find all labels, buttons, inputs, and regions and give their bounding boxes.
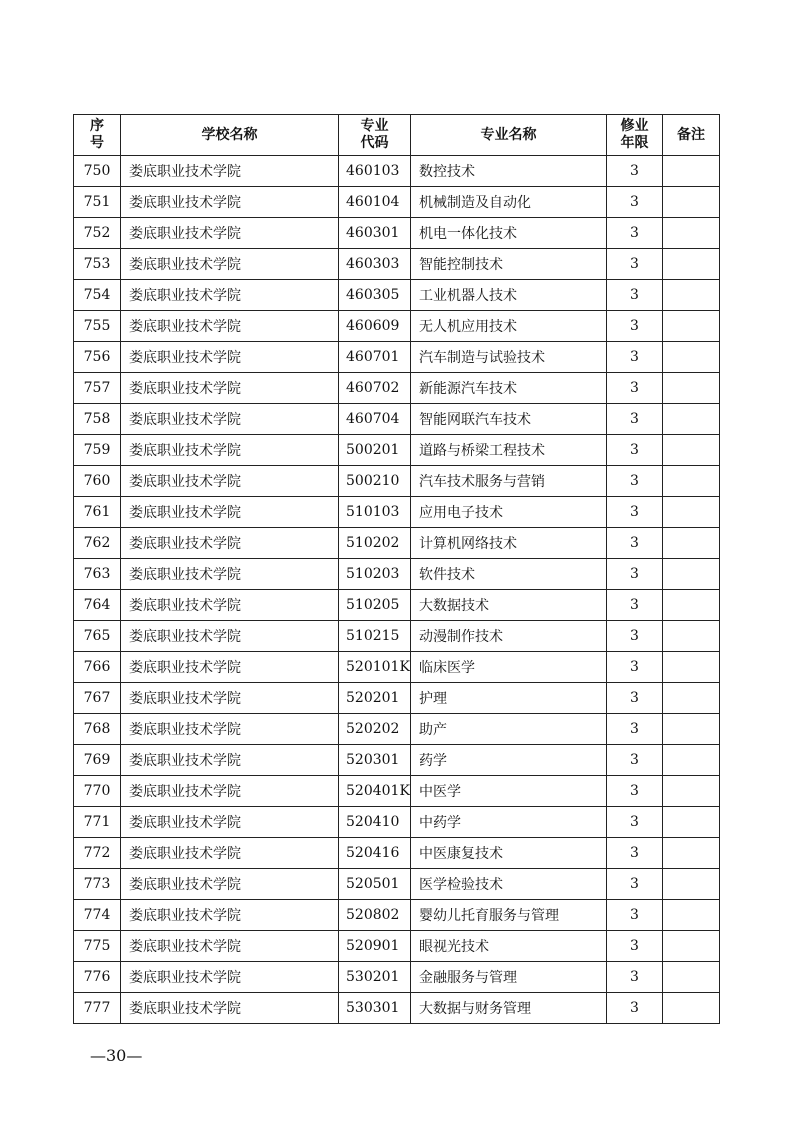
cell-years: 3: [607, 807, 663, 838]
header-major: 专业名称: [411, 115, 607, 156]
cell-no: 765: [74, 621, 121, 652]
cell-years: 3: [607, 311, 663, 342]
cell-years: 3: [607, 931, 663, 962]
table-row: [74, 838, 720, 869]
table-row: [74, 156, 720, 187]
table-row: [74, 187, 720, 218]
cell-major: 智能控制技术: [411, 249, 607, 280]
cell-school: 娄底职业技术学院: [121, 528, 339, 559]
cell-remarks: [663, 962, 720, 993]
table-row: [74, 869, 720, 900]
cell-major: 金融服务与管理: [411, 962, 607, 993]
header-no: [74, 115, 121, 156]
cell-no: 759: [74, 435, 121, 466]
cell-no: 775: [74, 931, 121, 962]
cell-code: 520501: [339, 869, 411, 900]
cell-code: 500210: [339, 466, 411, 497]
cell-major: 智能网联汽车技术: [411, 404, 607, 435]
cell-remarks: [663, 900, 720, 931]
cell-code: 460301: [339, 218, 411, 249]
cell-code: 460104: [339, 187, 411, 218]
cell-remarks: [663, 621, 720, 652]
cell-years: 3: [607, 466, 663, 497]
cell-years: 3: [607, 187, 663, 218]
cell-school: 娄底职业技术学院: [121, 962, 339, 993]
cell-major: 工业机器人技术: [411, 280, 607, 311]
cell-code: 520401K: [339, 776, 411, 807]
table-row: [74, 528, 720, 559]
cell-code: 510205: [339, 590, 411, 621]
cell-remarks: [663, 497, 720, 528]
cell-code: 500201: [339, 435, 411, 466]
table-row: [74, 962, 720, 993]
cell-code: 460702: [339, 373, 411, 404]
cell-remarks: [663, 156, 720, 187]
cell-no: 773: [74, 869, 121, 900]
cell-no: 776: [74, 962, 121, 993]
table-row: [74, 745, 720, 776]
cell-remarks: [663, 931, 720, 962]
cell-no: 763: [74, 559, 121, 590]
cell-years: 3: [607, 218, 663, 249]
cell-code: 510203: [339, 559, 411, 590]
cell-years: 3: [607, 373, 663, 404]
cell-code: 460305: [339, 280, 411, 311]
cell-major: 动漫制作技术: [411, 621, 607, 652]
cell-code: 520410: [339, 807, 411, 838]
cell-code: 520301: [339, 745, 411, 776]
cell-code: 520101K: [339, 652, 411, 683]
cell-school: 娄底职业技术学院: [121, 559, 339, 590]
cell-no: 753: [74, 249, 121, 280]
table-header: [74, 115, 720, 156]
cell-remarks: [663, 683, 720, 714]
table-row: [74, 466, 720, 497]
table-body: [74, 156, 720, 1024]
cell-no: 770: [74, 776, 121, 807]
table-row: [74, 714, 720, 745]
cell-years: 3: [607, 621, 663, 652]
cell-school: 娄底职业技术学院: [121, 869, 339, 900]
cell-major: 眼视光技术: [411, 931, 607, 962]
cell-major: 软件技术: [411, 559, 607, 590]
cell-no: 777: [74, 993, 121, 1024]
cell-years: 3: [607, 156, 663, 187]
cell-major: 汽车技术服务与营销: [411, 466, 607, 497]
header-code-line1: 专业: [360, 118, 389, 134]
cell-no: 762: [74, 528, 121, 559]
cell-school: 娄底职业技术学院: [121, 342, 339, 373]
cell-school: 娄底职业技术学院: [121, 249, 339, 280]
table-row: [74, 900, 720, 931]
cell-school: 娄底职业技术学院: [121, 187, 339, 218]
cell-remarks: [663, 993, 720, 1024]
cell-major: 汽车制造与试验技术: [411, 342, 607, 373]
cell-code: 510215: [339, 621, 411, 652]
cell-remarks: [663, 838, 720, 869]
table-row: [74, 435, 720, 466]
header-no-line2: 号: [90, 135, 104, 151]
cell-school: 娄底职业技术学院: [121, 776, 339, 807]
cell-school: 娄底职业技术学院: [121, 404, 339, 435]
cell-major: 医学检验技术: [411, 869, 607, 900]
cell-years: 3: [607, 342, 663, 373]
header-years-line1: 修业: [620, 118, 649, 134]
cell-no: 756: [74, 342, 121, 373]
cell-school: 娄底职业技术学院: [121, 466, 339, 497]
table-row: [74, 280, 720, 311]
cell-no: 764: [74, 590, 121, 621]
cell-years: 3: [607, 962, 663, 993]
cell-school: 娄底职业技术学院: [121, 931, 339, 962]
cell-remarks: [663, 714, 720, 745]
cell-code: 530301: [339, 993, 411, 1024]
cell-remarks: [663, 342, 720, 373]
table-row: [74, 559, 720, 590]
table-row: [74, 807, 720, 838]
cell-remarks: [663, 435, 720, 466]
cell-code: 460303: [339, 249, 411, 280]
page-number: —30—: [90, 1046, 143, 1065]
cell-years: 3: [607, 497, 663, 528]
cell-no: 754: [74, 280, 121, 311]
header-code-line2: 代码: [360, 135, 389, 151]
cell-major: 机电一体化技术: [411, 218, 607, 249]
cell-code: 520201: [339, 683, 411, 714]
cell-years: 3: [607, 714, 663, 745]
cell-no: 758: [74, 404, 121, 435]
header-row: [74, 115, 720, 156]
cell-remarks: [663, 528, 720, 559]
cell-code: 520416: [339, 838, 411, 869]
cell-years: 3: [607, 683, 663, 714]
table-row: [74, 311, 720, 342]
cell-no: 752: [74, 218, 121, 249]
cell-code: 460609: [339, 311, 411, 342]
cell-years: 3: [607, 869, 663, 900]
header-remarks: 备注: [663, 115, 720, 156]
table-row: [74, 993, 720, 1024]
cell-no: 768: [74, 714, 121, 745]
cell-remarks: [663, 249, 720, 280]
cell-no: 771: [74, 807, 121, 838]
cell-school: 娄底职业技术学院: [121, 590, 339, 621]
table-row: [74, 497, 720, 528]
cell-school: 娄底职业技术学院: [121, 807, 339, 838]
cell-remarks: [663, 590, 720, 621]
table-row: [74, 590, 720, 621]
cell-major: 大数据与财务管理: [411, 993, 607, 1024]
cell-years: 3: [607, 249, 663, 280]
cell-school: 娄底职业技术学院: [121, 900, 339, 931]
cell-school: 娄底职业技术学院: [121, 621, 339, 652]
cell-school: 娄底职业技术学院: [121, 838, 339, 869]
cell-years: 3: [607, 993, 663, 1024]
cell-code: 460103: [339, 156, 411, 187]
cell-no: 760: [74, 466, 121, 497]
cell-major: 新能源汽车技术: [411, 373, 607, 404]
cell-major: 护理: [411, 683, 607, 714]
cell-years: 3: [607, 559, 663, 590]
table-row: [74, 621, 720, 652]
cell-no: 766: [74, 652, 121, 683]
cell-major: 中医康复技术: [411, 838, 607, 869]
cell-code: 520901: [339, 931, 411, 962]
cell-remarks: [663, 869, 720, 900]
cell-remarks: [663, 311, 720, 342]
cell-remarks: [663, 373, 720, 404]
cell-school: 娄底职业技术学院: [121, 280, 339, 311]
cell-school: 娄底职业技术学院: [121, 714, 339, 745]
cell-major: 中医学: [411, 776, 607, 807]
cell-school: 娄底职业技术学院: [121, 993, 339, 1024]
cell-years: 3: [607, 528, 663, 559]
cell-major: 临床医学: [411, 652, 607, 683]
cell-no: 751: [74, 187, 121, 218]
cell-code: 520802: [339, 900, 411, 931]
header-code: [339, 115, 411, 156]
cell-remarks: [663, 559, 720, 590]
cell-remarks: [663, 745, 720, 776]
cell-years: 3: [607, 404, 663, 435]
cell-school: 娄底职业技术学院: [121, 218, 339, 249]
header-school: 学校名称: [121, 115, 339, 156]
cell-no: 772: [74, 838, 121, 869]
cell-remarks: [663, 652, 720, 683]
cell-years: 3: [607, 435, 663, 466]
table-row: [74, 931, 720, 962]
cell-remarks: [663, 187, 720, 218]
cell-remarks: [663, 218, 720, 249]
cell-major: 应用电子技术: [411, 497, 607, 528]
table-row: [74, 373, 720, 404]
majors-table: [73, 114, 720, 1024]
cell-code: 510103: [339, 497, 411, 528]
cell-years: 3: [607, 590, 663, 621]
cell-no: 755: [74, 311, 121, 342]
table-row: [74, 652, 720, 683]
cell-major: 计算机网络技术: [411, 528, 607, 559]
cell-school: 娄底职业技术学院: [121, 435, 339, 466]
cell-major: 婴幼儿托育服务与管理: [411, 900, 607, 931]
cell-school: 娄底职业技术学院: [121, 156, 339, 187]
table-row: [74, 342, 720, 373]
cell-code: 460701: [339, 342, 411, 373]
cell-code: 510202: [339, 528, 411, 559]
cell-no: 750: [74, 156, 121, 187]
cell-major: 无人机应用技术: [411, 311, 607, 342]
cell-years: 3: [607, 745, 663, 776]
cell-code: 530201: [339, 962, 411, 993]
cell-years: 3: [607, 900, 663, 931]
cell-remarks: [663, 466, 720, 497]
cell-major: 机械制造及自动化: [411, 187, 607, 218]
cell-school: 娄底职业技术学院: [121, 652, 339, 683]
table-row: [74, 683, 720, 714]
cell-no: 774: [74, 900, 121, 931]
cell-school: 娄底职业技术学院: [121, 683, 339, 714]
header-no-line1: 序: [90, 118, 104, 134]
cell-years: 3: [607, 838, 663, 869]
cell-school: 娄底职业技术学院: [121, 373, 339, 404]
header-years: [607, 115, 663, 156]
cell-major: 数控技术: [411, 156, 607, 187]
table-row: [74, 249, 720, 280]
table-row: [74, 776, 720, 807]
cell-major: 助产: [411, 714, 607, 745]
cell-no: 767: [74, 683, 121, 714]
cell-no: 769: [74, 745, 121, 776]
cell-years: 3: [607, 776, 663, 807]
cell-major: 中药学: [411, 807, 607, 838]
table-row: [74, 404, 720, 435]
cell-code: 520202: [339, 714, 411, 745]
cell-no: 757: [74, 373, 121, 404]
cell-school: 娄底职业技术学院: [121, 497, 339, 528]
cell-remarks: [663, 807, 720, 838]
cell-major: 道路与桥梁工程技术: [411, 435, 607, 466]
cell-remarks: [663, 776, 720, 807]
cell-remarks: [663, 280, 720, 311]
table-row: [74, 218, 720, 249]
cell-major: 大数据技术: [411, 590, 607, 621]
cell-years: 3: [607, 652, 663, 683]
cell-years: 3: [607, 280, 663, 311]
cell-remarks: [663, 404, 720, 435]
cell-school: 娄底职业技术学院: [121, 745, 339, 776]
header-years-line2: 年限: [620, 135, 649, 151]
cell-school: 娄底职业技术学院: [121, 311, 339, 342]
cell-no: 761: [74, 497, 121, 528]
cell-major: 药学: [411, 745, 607, 776]
cell-code: 460704: [339, 404, 411, 435]
